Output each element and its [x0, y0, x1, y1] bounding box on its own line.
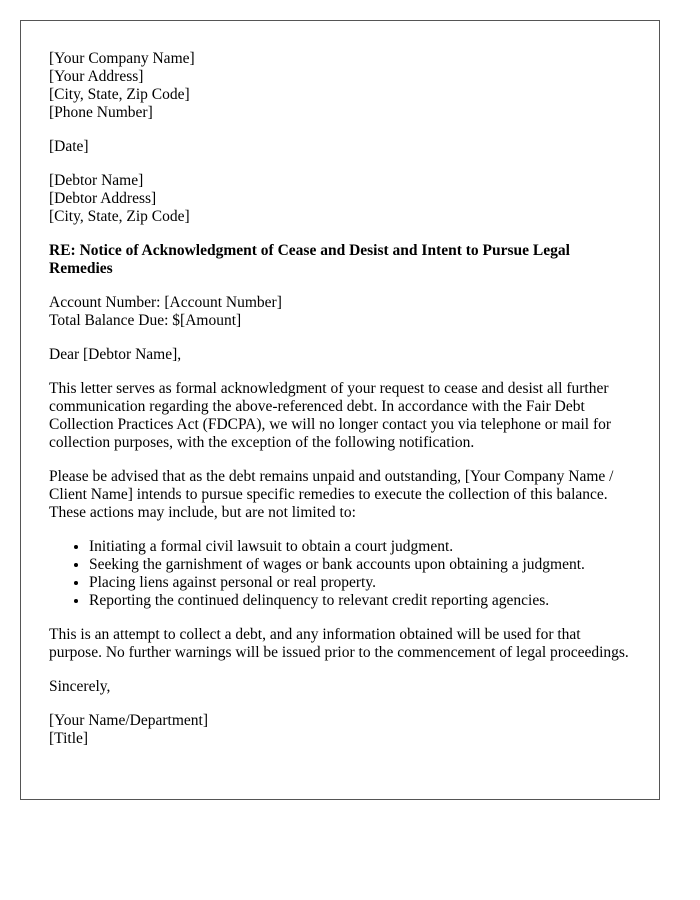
list-item: • Initiating a formal civil lawsuit to obtain a court judgment. — [89, 538, 631, 556]
letter-date: [Date] — [49, 138, 89, 155]
list-item: • Seeking the garnishment of wages or bank accounts upon obtaining a judgment. — [89, 556, 631, 574]
closing-salutation: Sincerely, — [49, 678, 111, 695]
total-balance: Total Balance Due: $[Amount] — [49, 312, 242, 329]
body-paragraph-remedies-intro: Please be advised that as the debt remains unpaid and outstanding, [Your Company Name / Client Name] intends to pursue specific remedies to execute the collection of this balance. These actions may include, but are not limited to: — [49, 468, 614, 521]
signature-name: [Your Name/Department] — [49, 712, 208, 729]
list-item: • Placing liens against personal or real property. — [89, 574, 631, 592]
recipient-block — [49, 172, 631, 226]
list-item: • Reporting the continued delinquency to relevant credit reporting agencies. — [89, 592, 631, 610]
account-number: Account Number: [Account Number] — [49, 294, 282, 311]
recipient-address: [Debtor Address] — [49, 190, 157, 207]
sender-city-state-zip: [City, State, Zip Code] — [49, 86, 190, 103]
closing-paragraph: This is an attempt to collect a debt, and any information obtained will be used for that purpose. No further warnings will be issued prior to the commencement of legal proceedings. — [49, 626, 629, 661]
date-block — [49, 138, 631, 156]
signature-block — [49, 712, 631, 748]
remedies-list — [49, 538, 631, 610]
subject-line: RE: Notice of Acknowledgment of Cease and Desist and Intent to Pursue Legal Remedies — [49, 242, 570, 277]
recipient-name: [Debtor Name] — [49, 172, 144, 189]
sender-company: [Your Company Name] — [49, 50, 195, 67]
sender-block — [49, 50, 631, 122]
sender-phone: [Phone Number] — [49, 104, 153, 121]
signature-title: [Title] — [49, 730, 89, 747]
letter-page — [20, 20, 660, 800]
account-block — [49, 294, 631, 330]
body-paragraph-acknowledgment: This letter serves as formal acknowledgment of your request to cease and desist all further communication regarding the above-referenced debt. In accordance with the Fair Debt Collection Practices Act (FDCPA), we will no longer contact you via telephone or mail for collection purposes, with the exception of the following notification. — [49, 380, 612, 451]
sender-address: [Your Address] — [49, 68, 144, 85]
recipient-city-state-zip: [City, State, Zip Code] — [49, 208, 190, 225]
salutation: Dear [Debtor Name], — [49, 346, 182, 363]
